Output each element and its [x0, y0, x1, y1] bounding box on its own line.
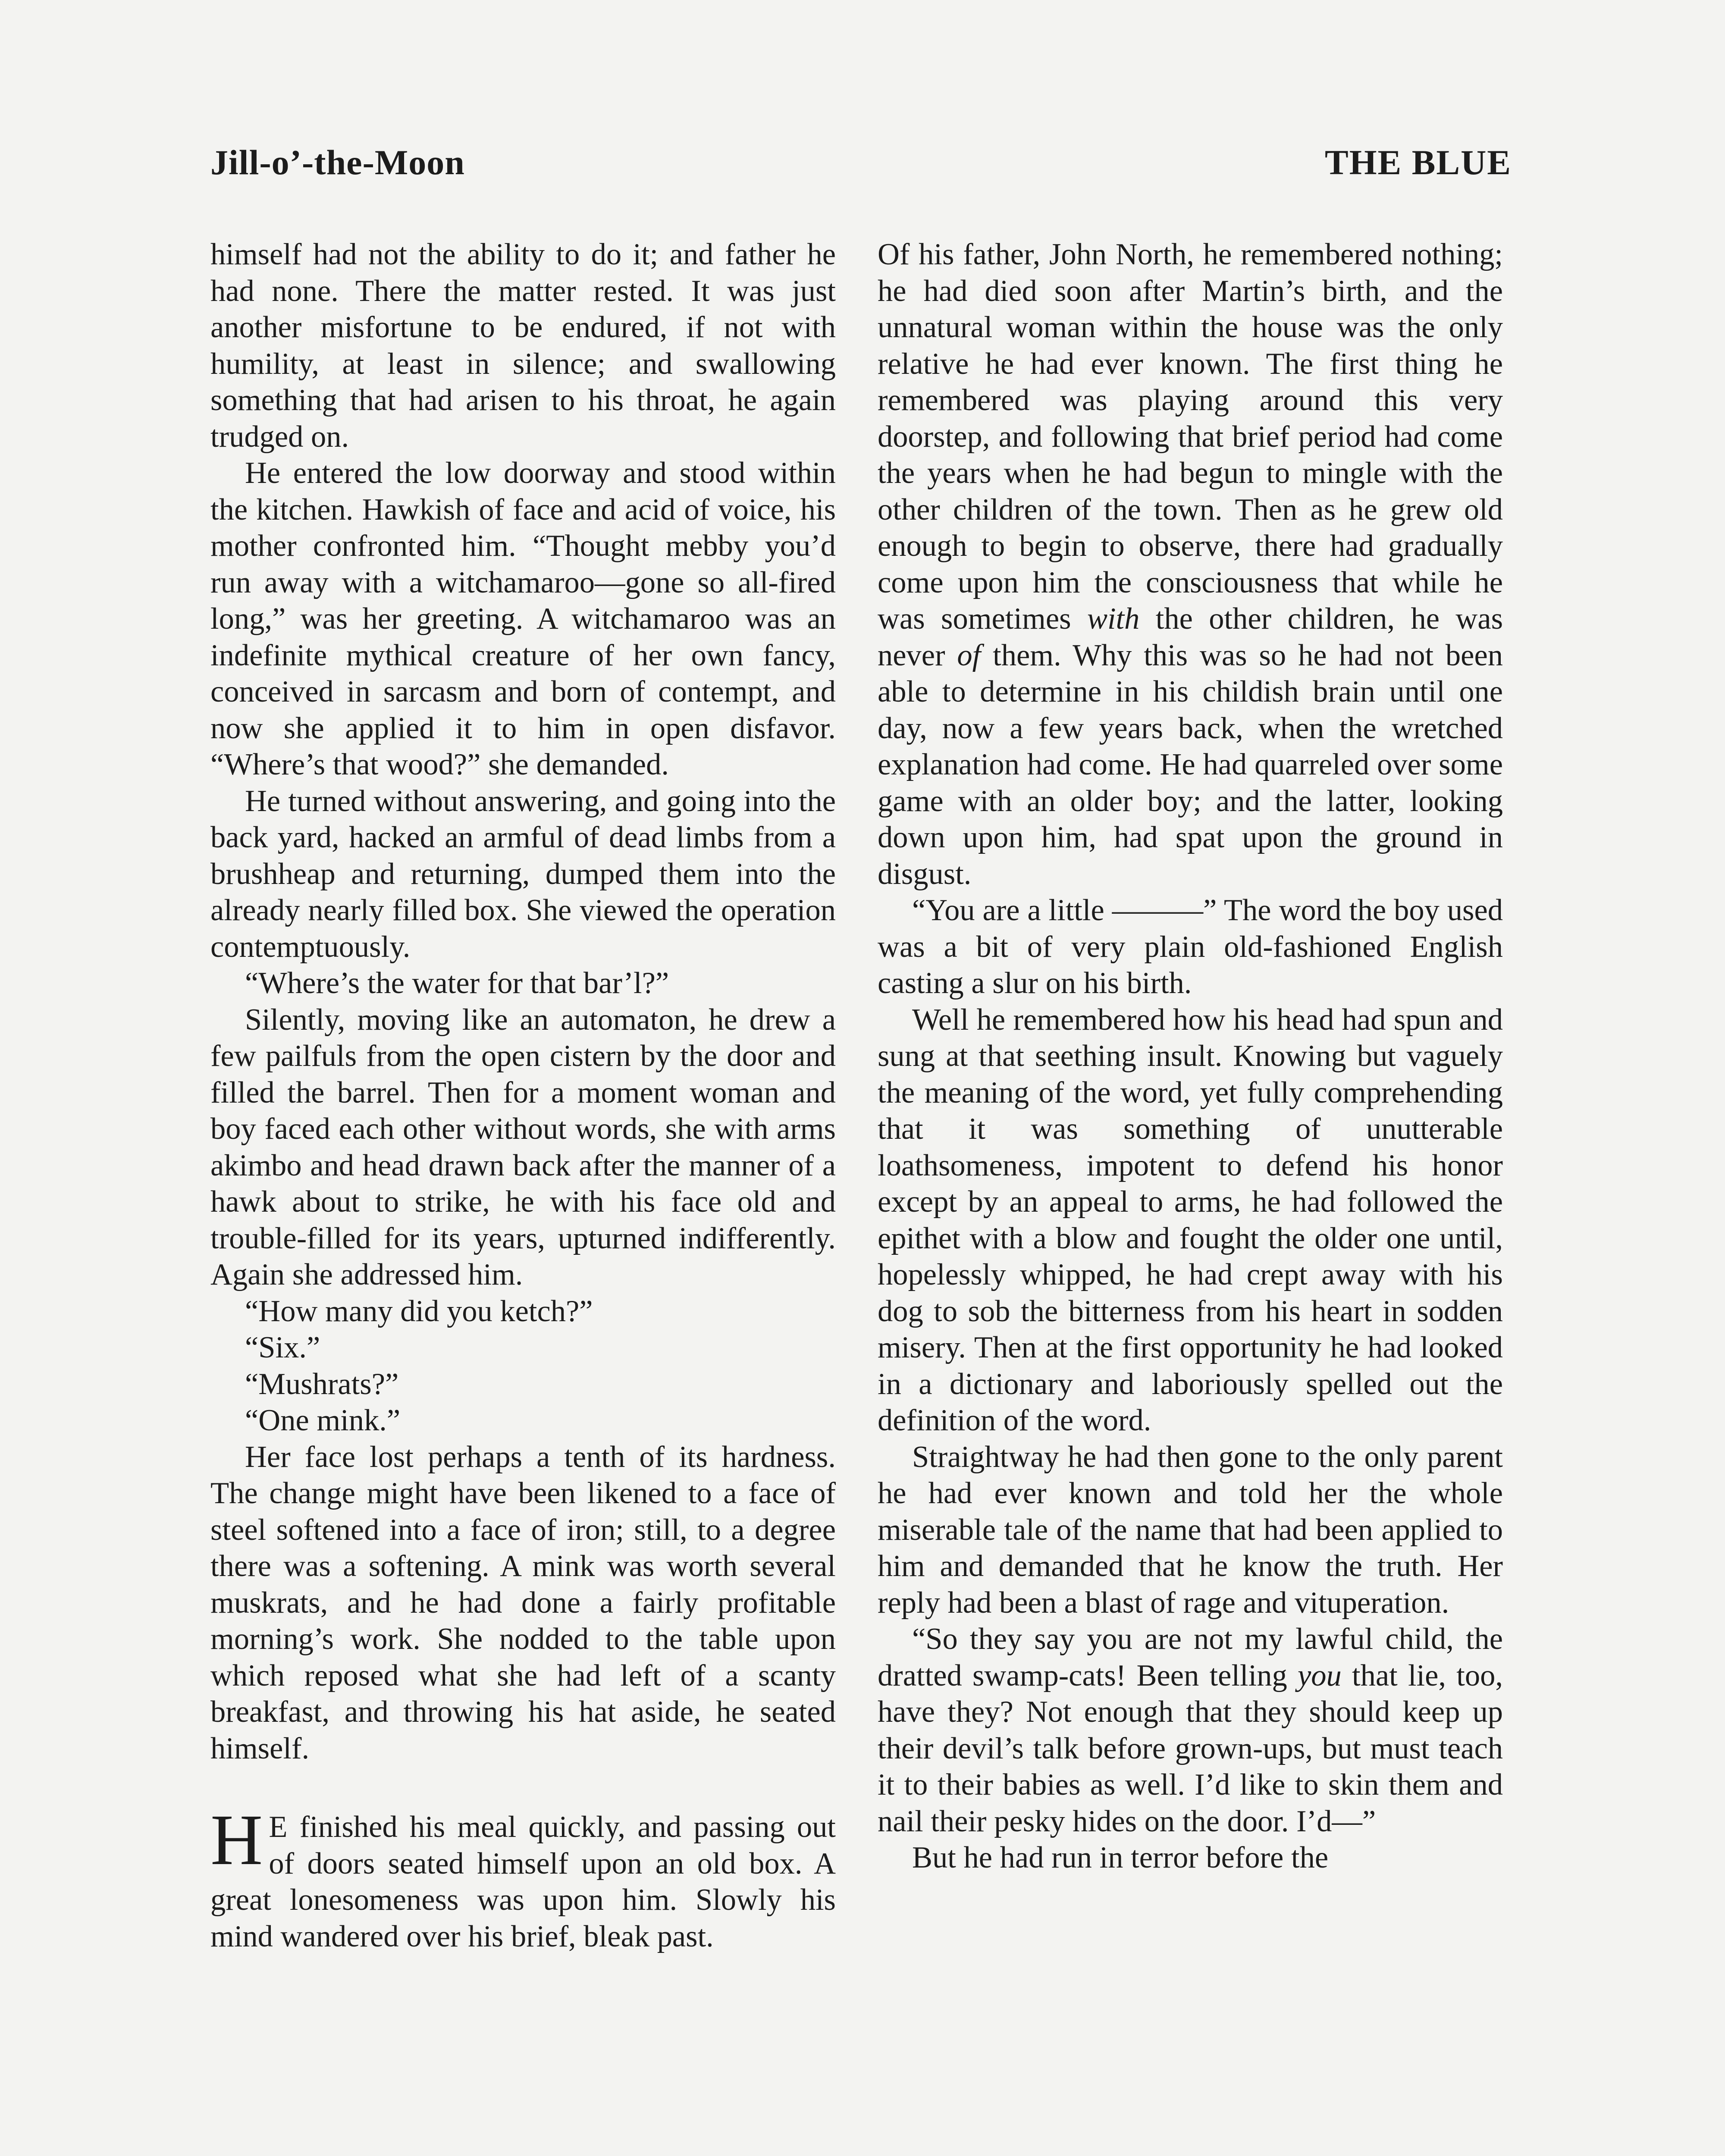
- paragraph: [878, 1621, 1503, 1839]
- paragraph-text: that lie, too, have they? Not enough that they should keep up their devil’s talk before grown-ups, but must teach it to their babies as well. I’d like to skin them and nail their pesky hides on the door. I’d—”: [878, 1658, 1503, 1838]
- paragraph: Her face lost perhaps a tenth of its hardness. The change might have been likened to a face of steel softened into a face of iron; still, to a degree there was a softening. A mink was worth several muskrats, and he had done a fairly profitable morning’s work. She nodded to the table upon which reposed what she had left of a scanty breakfast, and throwing his hat aside, he seated himself.: [210, 1440, 836, 1765]
- paragraph: himself had not the ability to do it; and father he had none. There the matter rested. It was just another misfortune to be endured, if not with humility, at least in silence; and swallowing something that had arisen to his throat, he again trudged on.: [210, 238, 836, 454]
- paragraph: “Six.”: [245, 1331, 320, 1364]
- paragraph: He turned without answering, and going into the back yard, hacked an armful of dead limbs from a brushheap and returning, dumped them into the already nearly filled box. She viewed the operation contemptuously.: [210, 784, 836, 964]
- drop-cap: H: [210, 1800, 263, 1880]
- italic-emphasis: with: [1087, 602, 1140, 636]
- paragraph-text: “So they say you are not my lawful child, the dratted swamp-cats! Been telling: [878, 1622, 1503, 1692]
- section-opening-paragraph: [210, 1800, 836, 1955]
- paragraph: [878, 236, 1503, 892]
- paragraph-text: the other children, he was never: [878, 602, 1503, 672]
- paragraph: “One mink.”: [245, 1404, 401, 1437]
- italic-emphasis: you: [1297, 1658, 1342, 1692]
- left-text-column: [210, 236, 836, 1955]
- paragraph: Well he remembered how his head had spun and sung at that seething insult. Knowing but vaguely the meaning of the word, yet fully comprehending that it was something of unutterable loathsomeness, impotent to defend his honor except by an appeal to arms, he had followed the epithet with a blow and fought the older one until, hopelessly whipped, he had crept away with his dog to sob the bitterness from his heart in sodden misery. Then at the first opportunity he had looked in a dictionary and laboriously spelled out the definition of the word.: [878, 1003, 1503, 1437]
- running-head-magazine-title: THE BLUE: [1325, 143, 1512, 182]
- paragraph: “Where’s the water for that bar’l?”: [245, 966, 669, 1000]
- paragraph: Straightway he had then gone to the only parent he had ever known and told her the whole miserable tale of the name that had been applied to him and demanded that he know the truth. Her reply had been a blast of rage and vituperation.: [878, 1440, 1503, 1620]
- paragraph-text: Of his father, John North, he remembered nothing; he had died soon after Martin’s birth, and the unnatural woman within the house was the only relative he had ever known. The first thing he remembered was playing around this very doorstep, and following that brief period had come the years when he had begun to mingle with the other children of the town. Then as he grew old enough to begin to observe, there had gradually come upon him the consciousness that while he was sometimes: [878, 238, 1503, 636]
- paragraph: He entered the low doorway and stood within the kitchen. Hawkish of face and acid of voice, his mother confronted him. “Thought mebby you’d run away with a witchamaroo—gone so all-fired long,” was her greeting. A witchamaroo was an indefinite mythical creature of her own fancy, conceived in sarcasm and born of contempt, and now she applied it to him in open disfavor. “Where’s that wood?” she demanded.: [210, 456, 836, 781]
- paragraph: Silently, moving like an automaton, he drew a few pailfuls from the open cistern by the door and filled the barrel. Then for a moment woman and boy faced each other without words, she with arms akimbo and head drawn back after the manner of a hawk about to strike, he with his face old and trouble-filled for its years, upturned indifferently. Again she addressed him.: [210, 1003, 836, 1291]
- paragraph: “How many did you ketch?”: [245, 1294, 593, 1328]
- italic-emphasis: of: [957, 638, 981, 672]
- paragraph-text: E finished his meal quickly, and passing out of doors seated himself upon an old box. A great lonesomeness was upon him. Slowly his mind wandered over his brief, bleak past.: [210, 1810, 836, 1953]
- section-break: [210, 1767, 836, 1809]
- paragraph: “You are a little ———” The word the boy used was a bit of very plain old-fashioned English casting a slur on his birth.: [878, 893, 1503, 1000]
- paragraph: But he had run in terror before the: [912, 1841, 1329, 1874]
- paragraph-text: them. Why this was so he had not been able to determine in his childish brain until one day, now a few years back, when the wretched explanation had come. He had quarreled over some game with an older boy; and the latter, looking down upon him, had spat upon the ground in disgust.: [878, 638, 1503, 891]
- paragraph: “Mushrats?”: [245, 1367, 399, 1401]
- running-head-story-title: Jill-o’-the-Moon: [210, 143, 465, 182]
- right-text-column: [878, 236, 1503, 1876]
